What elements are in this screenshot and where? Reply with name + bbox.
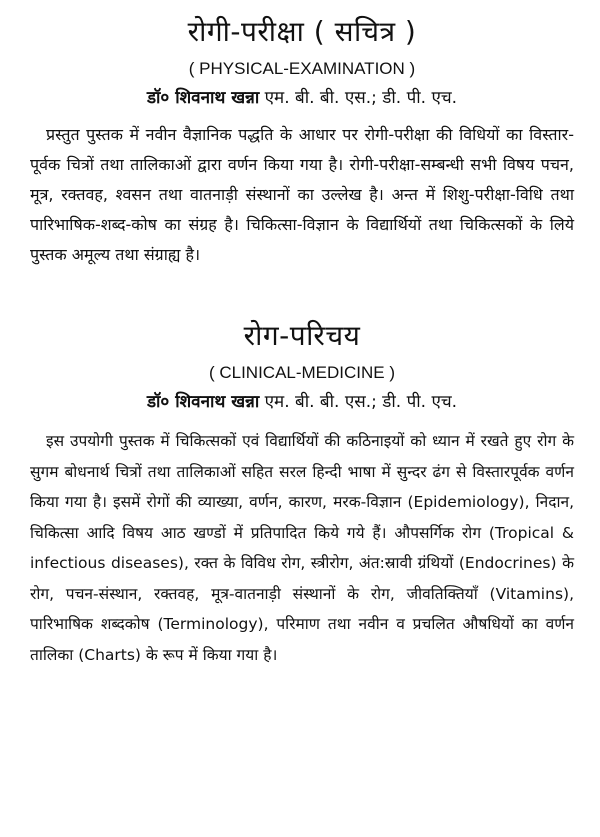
book-subtitle: ( CLINICAL-MEDICINE ): [208, 363, 396, 382]
book-title: रोगी-परीक्षा ( सचित्र ): [187, 15, 417, 48]
author-line: [30, 388, 574, 416]
book-description-block: [30, 426, 574, 670]
author-name: डॉ० शिवनाथ खन्ना: [146, 88, 260, 108]
book-description-block: [30, 120, 574, 270]
book-section-physical-examination: [30, 0, 574, 270]
author-credentials: एम. बी. बी. एस.; डी. पी. एच.: [264, 392, 458, 412]
author-name: डॉ० शिवनाथ खन्ना: [146, 392, 260, 412]
author-line: [30, 84, 574, 112]
book-title: रोग-परिचय: [243, 319, 361, 352]
author-credentials: एम. बी. बी. एस.; डी. पी. एच.: [264, 88, 458, 108]
book-description: प्रस्तुत पुस्तक में नवीन वैज्ञानिक पद्धति के आधार पर रोगी-परीक्षा की विधियों का विस्तार-पूर्वक चित्रों तथा तालिकाओं द्वारा वर्णन किया गया है। रोगी-परीक्षा-सम्बन्धी सभी विषय पचन, मूत्र, रक्तवह, श्वसन तथा वातनाड़ी संस्थानों का उल्लेख है। अन्त में शिशु-परीक्षा-विधि तथा पारिभाषिक-शब्द-कोष का संग्रह है। चिकित्सा-विज्ञान के विद्यार्थियों तथा चिकित्सकों के लिये पुस्तक अमूल्य तथा संग्राह्य है।: [30, 125, 574, 264]
book-section-clinical-medicine: [30, 270, 574, 670]
book-description: इस उपयोगी पुस्तक में चिकित्सकों एवं विद्यार्थियों की कठिनाइयों को ध्यान में रखते हुए रोग के सुगम बोधनार्थ चित्रों तथा तालिकाओं सहित सरल हिन्दी भाषा में सुन्दर ढंग से विस्तारपूर्वक वर्णन किया गया है। इसमें रोगों की व्याख्या, वर्णन, कारण, मरक-विज्ञान (Epidemiology), निदान, चिकित्सा आदि विषय आठ खण्डों में प्रतिपादित किये गये हैं। औपसर्गिक रोग (Tropical & infectious diseases), रक्त के विविध रोग, स्त्रीरोग, अंत:स्रावी ग्रंथियों (Endocrines) के रोग, पचन-संस्थान, रक्तवह, मूत्र-वातनाड़ी संस्थानों के रोग, जीवतिक्तियाँ (Vitamins), पारिभाषिक शब्दकोष (Terminology), परिमाण तथा नवीन व प्रचलित औषधियों का वर्णन तालिका (Charts) के रूप में किया गया है।: [30, 432, 574, 664]
book-subtitle: ( PHYSICAL-EXAMINATION ): [188, 59, 416, 78]
